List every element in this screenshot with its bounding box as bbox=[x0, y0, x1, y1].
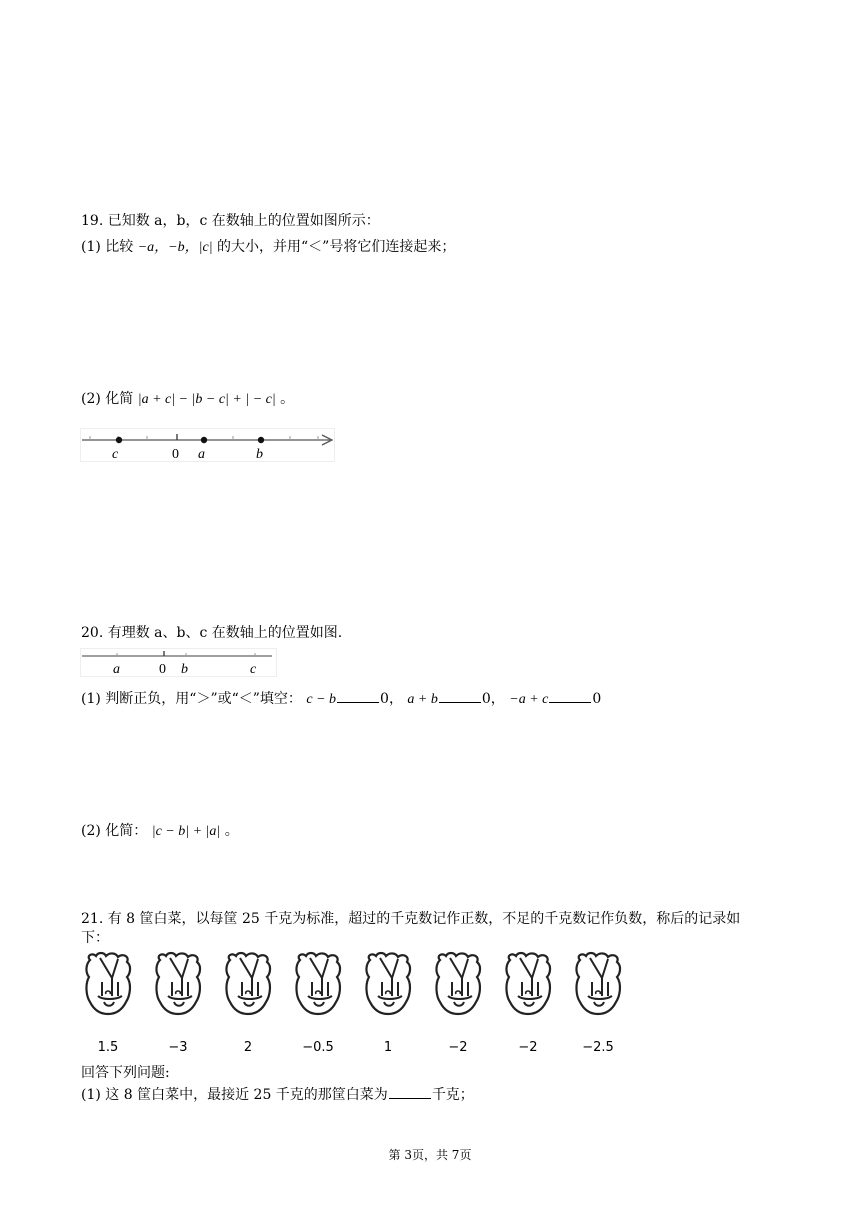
q20-title: 20. 有理数 a、b、c 在数轴上的位置如图. bbox=[81, 625, 343, 641]
cabbage-icon bbox=[222, 950, 274, 1020]
q19-label-a: a bbox=[198, 447, 205, 462]
cabbage-icon bbox=[572, 950, 624, 1020]
q20-expr1: c − b bbox=[306, 692, 337, 707]
q19-label-c: c bbox=[112, 447, 119, 462]
q20-expr3: −a + c bbox=[509, 692, 549, 707]
q20-expr2: a + b bbox=[407, 692, 438, 707]
q20-label-zero: 0 bbox=[159, 662, 166, 677]
cabbage-records bbox=[82, 950, 642, 1060]
q19-part1-expr: −a，−b，|c| bbox=[137, 240, 213, 255]
cabbage-icon bbox=[362, 950, 414, 1020]
q20-part1-prefix: (1) 判断正负，用“＞”或“＜”填空： bbox=[81, 691, 302, 707]
q20-label-a: a bbox=[113, 662, 120, 677]
cabbage-icon bbox=[152, 950, 204, 1020]
q19-title: 19. 已知数 a，b，c 在数轴上的位置如图所示： bbox=[81, 213, 380, 229]
q19-point-b bbox=[258, 437, 264, 443]
q20-blank-3[interactable] bbox=[549, 690, 591, 703]
q20-part2-prefix: (2) 化简： bbox=[81, 823, 148, 839]
q19-point-c bbox=[116, 437, 122, 443]
record-value: −0.5 bbox=[302, 1040, 334, 1055]
record-value: −2.5 bbox=[582, 1040, 614, 1055]
record-value: 1.5 bbox=[97, 1040, 119, 1055]
q19-part2-suffix: 。 bbox=[280, 391, 295, 407]
q20-blank-1[interactable] bbox=[337, 690, 379, 703]
q21-line2: 下： bbox=[81, 930, 109, 946]
record-value: 1 bbox=[383, 1040, 393, 1055]
record-value: −2 bbox=[518, 1040, 538, 1055]
q19-part1-suffix: 的大小，并用“＜”号将它们连接起来； bbox=[217, 239, 456, 255]
q19-point-a bbox=[201, 437, 207, 443]
q20-sep-1: ， bbox=[388, 691, 403, 707]
q21-part1-prefix: (1) 这 8 筐白菜中，最接近 25 千克的那筐白菜为 bbox=[81, 1087, 388, 1103]
page-footer: 第 3页，共 7页 bbox=[388, 1148, 472, 1162]
q19-label-zero: 0 bbox=[172, 447, 179, 462]
q19-part1-prefix: (1) 比较 bbox=[81, 239, 134, 255]
q20-label-c: c bbox=[250, 662, 257, 677]
q20-part2 bbox=[81, 822, 239, 841]
q20-part2-suffix: 。 bbox=[224, 823, 239, 839]
q19-label-b: b bbox=[256, 447, 263, 462]
record-value: −2 bbox=[448, 1040, 468, 1055]
q19-part1 bbox=[81, 238, 455, 257]
q21-part1 bbox=[81, 1086, 474, 1104]
record-value: −3 bbox=[168, 1040, 188, 1055]
q19-part2 bbox=[81, 390, 294, 409]
q19-part2-expr: |a + c| − |b − c| + | − c| bbox=[137, 392, 276, 407]
cabbage-icon bbox=[292, 950, 344, 1020]
q19-number-line bbox=[80, 428, 336, 462]
q20-part2-expr: |c − b| + |a| bbox=[151, 824, 221, 839]
q20-blank-2[interactable] bbox=[439, 690, 481, 703]
cabbage-icon bbox=[502, 950, 554, 1020]
q21-line1: 21. 有 8 筐白菜，以每筐 25 千克为标准，超过的千克数记作正数，不足的千克数记作负数，称后的记录如 bbox=[81, 911, 741, 927]
record-value: 2 bbox=[243, 1040, 253, 1055]
q19-part2-prefix: (2) 化简 bbox=[81, 391, 134, 407]
q20-number-line bbox=[80, 648, 280, 678]
cabbage-icon bbox=[82, 950, 134, 1020]
q21-answer-intro: 回答下列问题: bbox=[81, 1065, 170, 1081]
q20-label-b: b bbox=[181, 662, 188, 677]
q20-part1 bbox=[81, 690, 601, 709]
q21-blank-1[interactable] bbox=[389, 1086, 431, 1099]
q20-zero-3: 0 bbox=[592, 691, 602, 707]
cabbage-icon bbox=[432, 950, 484, 1020]
q20-zero-2: 0 bbox=[481, 691, 491, 707]
q20-zero-1: 0 bbox=[380, 691, 389, 707]
q21-part1-suffix: 千克； bbox=[431, 1087, 474, 1103]
q20-sep-2: ， bbox=[490, 691, 505, 707]
